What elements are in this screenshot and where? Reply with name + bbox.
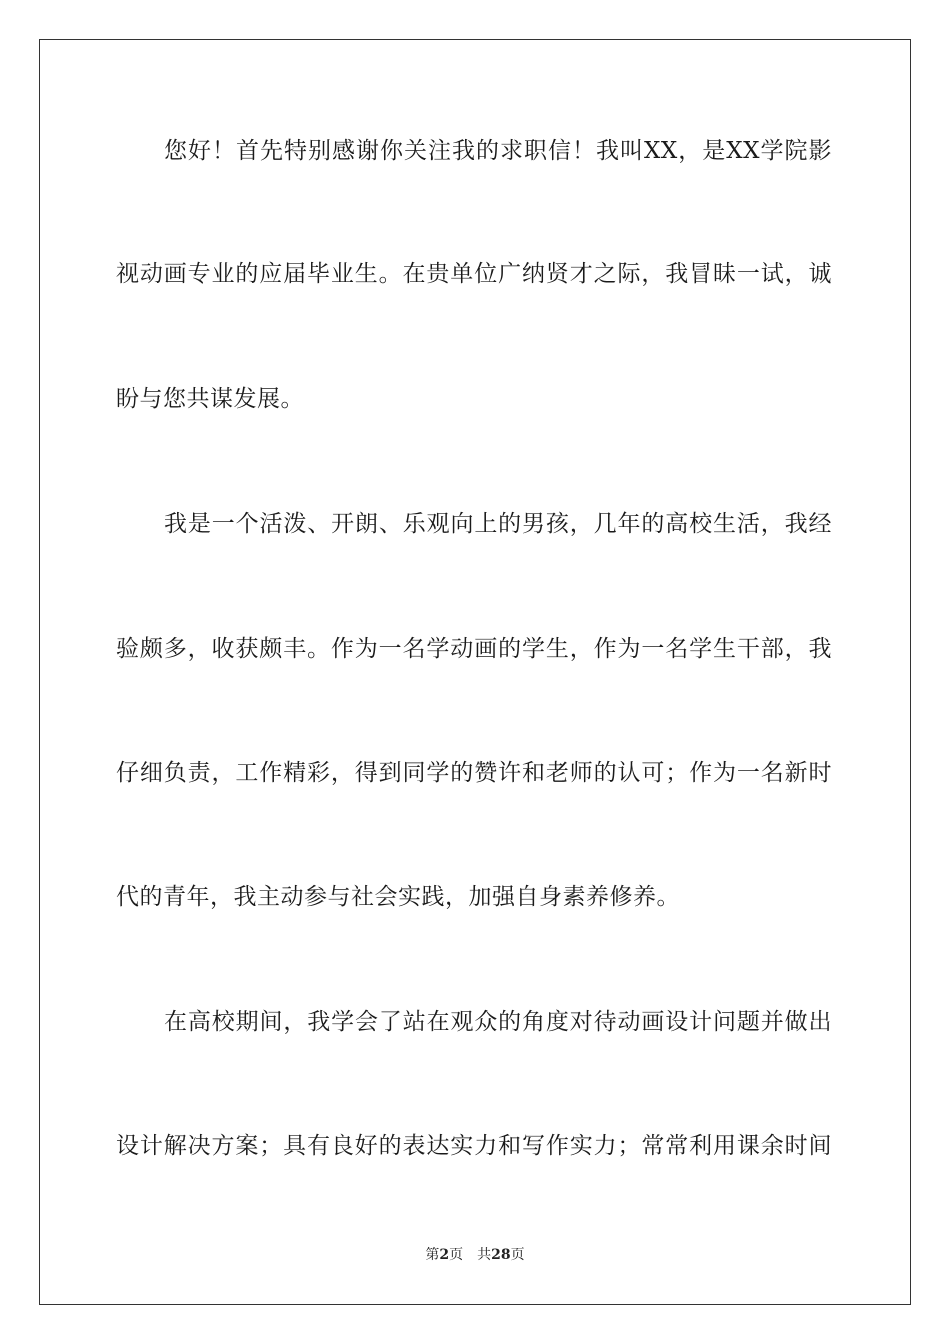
total-pages: 28	[491, 1247, 511, 1263]
paragraph-3-line-2: 设计解决方案；具有良好的表达实力和写作实力；常常利用课余时间	[116, 1133, 832, 1159]
total-suffix: 页	[510, 1247, 525, 1263]
paragraph-1-line-2: 视动画专业的应届毕业生。在贵单位广纳贤才之际，我冒昧一试，诚	[116, 261, 832, 287]
page-border	[39, 39, 911, 1305]
paragraph-3-line-1: 在高校期间，我学会了站在观众的角度对待动画设计问题并做出	[164, 1009, 832, 1035]
paragraph-1-line-1: 您好！首先特别感谢你关注我的求职信！我叫XX，是XX学院影	[164, 138, 832, 164]
total-prefix: 共	[477, 1247, 492, 1263]
paragraph-2-line-1: 我是一个活泼、开朗、乐观向上的男孩，几年的高校生活，我经	[164, 511, 832, 537]
page-prefix: 第	[425, 1247, 440, 1263]
paragraph-2-line-2: 验颇多，收获颇丰。作为一名学动画的学生，作为一名学生干部，我	[116, 636, 832, 662]
page-suffix: 页	[449, 1247, 464, 1263]
paragraph-2-line-4: 代的青年，我主动参与社会实践，加强自身素养修养。	[116, 884, 680, 910]
page-footer	[0, 1246, 950, 1264]
paragraph-1-line-3: 盼与您共谋发展。	[116, 386, 304, 412]
page-number: 2	[439, 1247, 450, 1263]
paragraph-2-line-3: 仔细负责，工作精彩，得到同学的赞许和老师的认可；作为一名新时	[116, 760, 832, 786]
